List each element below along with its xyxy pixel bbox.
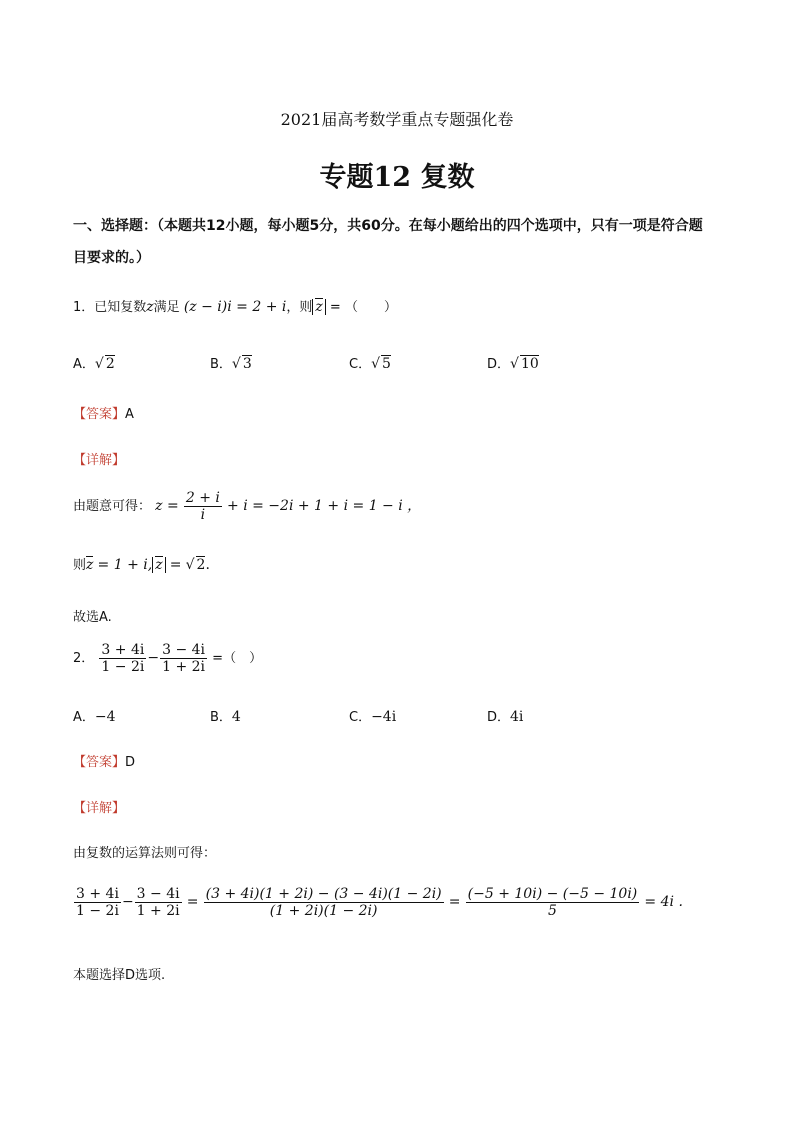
q1-option-a: A．√ 2 (73, 356, 115, 372)
q1-answer (73, 403, 134, 422)
answer-value: D (125, 755, 136, 770)
answer-tag: 【答案】 (73, 407, 126, 422)
q2-solution-equation: $\frac{3 + 4i}{1 - 2i}$ − $\frac{3 - 4i}{1 + 2i}$ = $\frac{(3 + 4i)(1 + 2i) - (3 - 4i)(1 - 2i)}{(1 + 2i)(1 - 2i)}$ = $\frac{(-5 + 10i) - (-5 - 10i)}{5}$ = 4i . (76, 886, 683, 920)
q1-option-b: B．√ 3 (210, 356, 252, 372)
q1-abs-z: z (312, 299, 325, 315)
q1-solution-line1: 由题意可得： z = $\frac{2 + i}{i}$ + i = −2i + 1 + i = 1 − i ， (73, 490, 422, 524)
q1-solution-line2: 则z = 1 + i, z = √ 2. (73, 557, 210, 573)
answer-value: A (125, 407, 134, 422)
section-heading-line1: 一、选择题：（本题共12小题，每小题5分，共60分。在每小题给出的四个选项中，只有一项是符合题 (73, 218, 703, 234)
q2-detail-tag: 【详解】 (73, 801, 126, 816)
q1-solution-line3: 故选A. (73, 610, 112, 625)
page-subtitle: 2021届高考数学重点专题强化卷 (280, 110, 514, 129)
q1-then: ，则 (286, 300, 313, 315)
section-heading-line2: 目要求的。） (73, 250, 150, 266)
q2-option-b: B．4 (210, 709, 241, 725)
q2-option-c: C．−4i (349, 709, 397, 725)
q1-option-c: C．√ 5 (349, 356, 391, 372)
page-title: 专题12 复数 (319, 162, 475, 193)
q1-var: z (146, 299, 154, 315)
q1-equation: (z − i)i = 2 + i (183, 299, 287, 315)
q1-detail-tag: 【详解】 (73, 453, 126, 468)
question-2-stem: 2． $\frac{3 + 4i}{1 - 2i}$ − $\frac{3 - 4i}{1 + 2i}$ =（ ） (73, 642, 263, 676)
q1-option-d: D．√ 10 (487, 356, 539, 372)
q2-conclusion: 本题选择D选项. (73, 968, 166, 983)
q2-option-a: A．−4 (73, 709, 116, 725)
q2-option-d: D．4i (487, 709, 524, 725)
q1-mid: 满足 (153, 300, 180, 315)
answer-tag: 【答案】 (73, 755, 126, 770)
q1-prefix: 1．已知复数 (73, 300, 147, 315)
question-1-stem (73, 296, 397, 315)
q2-answer (73, 751, 135, 770)
q2-solution-intro: 由复数的运算法则可得： (73, 846, 217, 861)
q1-tail: = （ ） (329, 300, 397, 315)
